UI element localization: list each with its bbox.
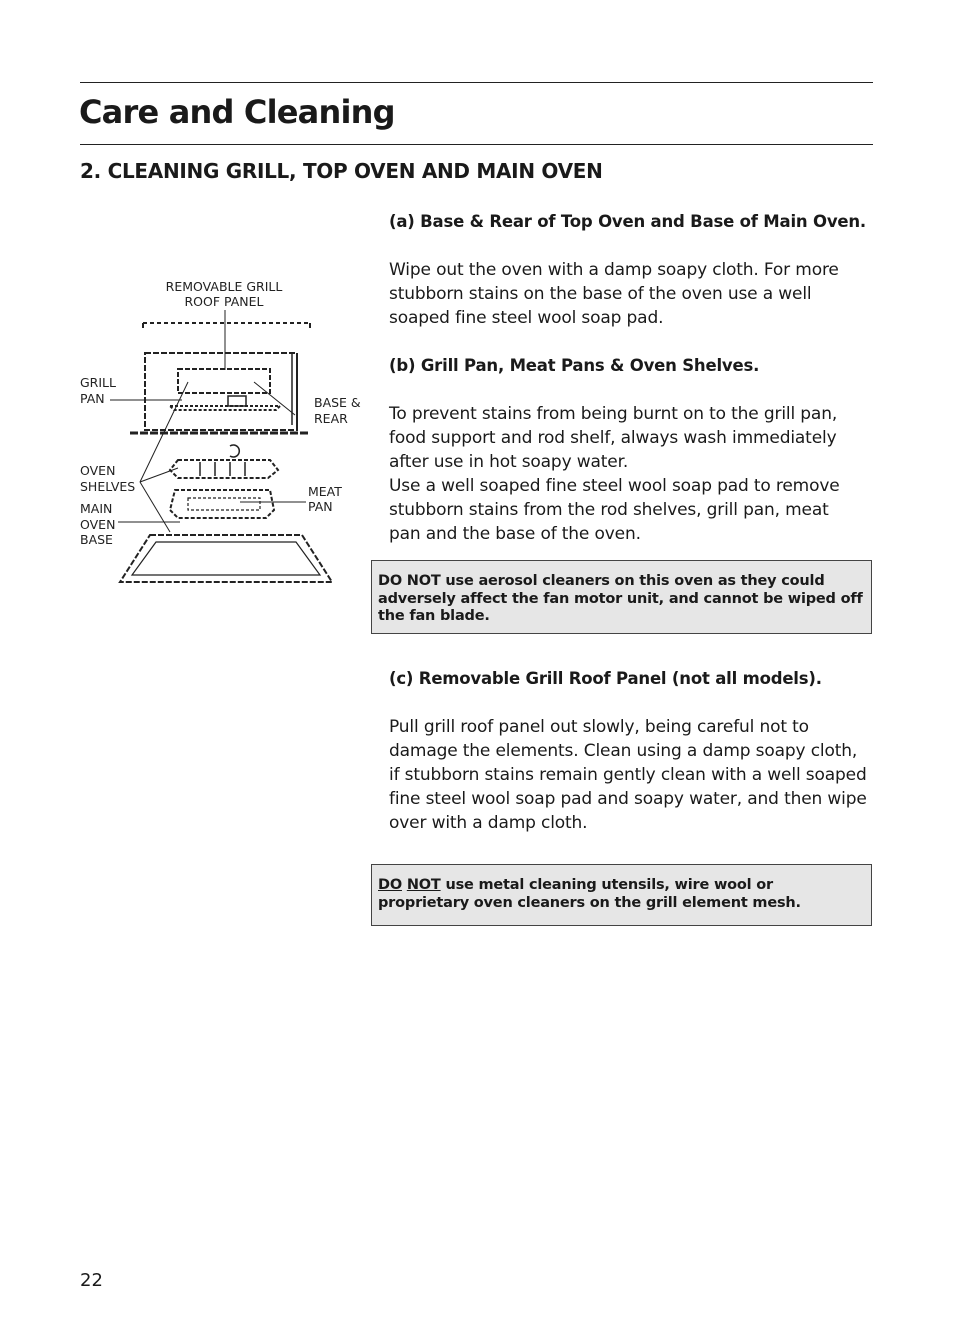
paragraph-a — [389, 258, 839, 330]
warning-line: adversely affect the fan motor unit, and cannot be wiped off — [378, 590, 863, 607]
paragraph-line: soaped fine steel wool soap pad. — [389, 308, 664, 328]
oven-diagram — [70, 270, 370, 600]
label-base-rear-1: BASE & — [314, 395, 361, 410]
paragraph-line: stubborn stains on the base of the oven use a well — [389, 284, 812, 304]
grill-element — [178, 369, 270, 393]
page-number: 22 — [80, 1270, 103, 1291]
paragraph-line: Pull grill roof panel out slowly, being careful not to — [389, 717, 809, 737]
grill-pan-shape — [170, 406, 280, 410]
label-grill-pan-1: GRILL — [80, 375, 116, 390]
label-main-oven-base-1: MAIN — [80, 501, 113, 516]
title-rule — [80, 144, 873, 145]
paragraph-line: food support and rod shelf, always wash immediately — [389, 428, 837, 448]
paragraph-line: after use in hot soapy water. — [389, 452, 629, 472]
subheading-b: (b) Grill Pan, Meat Pans & Oven Shelves. — [389, 356, 760, 375]
label-main-oven-base-2: OVEN — [80, 517, 116, 532]
label-oven-shelves-2: SHELVES — [80, 479, 136, 494]
top-oven-cavity — [145, 353, 297, 430]
label-roof-panel-1: REMOVABLE GRILL — [165, 279, 283, 294]
subheading-c: (c) Removable Grill Roof Panel (not all models). — [389, 669, 822, 688]
emphasis-do: DO — [378, 877, 402, 893]
warning-line: DO NOT use aerosol cleaners on this oven as they could — [378, 573, 825, 589]
paragraph-line: Use a well soaped fine steel wool soap pad to remove — [389, 476, 840, 496]
label-main-oven-base-3: BASE — [80, 532, 113, 547]
paragraph-line: over with a damp cloth. — [389, 813, 588, 833]
paragraph-c — [389, 715, 867, 835]
paragraph-line: damage the elements. Clean using a damp soapy cloth, — [389, 741, 858, 761]
label-grill-pan-2: PAN — [80, 391, 105, 406]
paragraph-line: if stubborn stains remain gently clean with a well soaped — [389, 765, 867, 785]
warning-box-aerosol — [371, 560, 872, 634]
paragraph-line: Wipe out the oven with a damp soapy cloth. For more — [389, 260, 839, 280]
warning-line: proprietary oven cleaners on the grill element mesh. — [378, 894, 801, 911]
label-meat-pan-2: PAN — [308, 499, 333, 514]
label-meat-pan-1: MEAT — [308, 484, 342, 499]
paragraph-b — [389, 402, 840, 546]
meat-pan-shape — [170, 490, 274, 518]
paragraph-line: fine steel wool soap pad and soapy water, and then wipe — [389, 789, 867, 809]
label-base-rear-2: REAR — [314, 411, 348, 426]
subheading-a: (a) Base & Rear of Top Oven and Base of Main Oven. — [389, 212, 866, 231]
paragraph-line: To prevent stains from being burnt on to the grill pan, — [389, 404, 838, 424]
label-oven-shelves-1: OVEN — [80, 463, 116, 478]
warning-box-utensils — [371, 864, 872, 926]
warning-text: use metal cleaning utensils, wire wool or — [440, 877, 774, 893]
paragraph-line: stubborn stains from the rod shelves, grill pan, meat — [389, 500, 829, 520]
label-roof-panel-2: ROOF PANEL — [184, 294, 264, 309]
top-rule — [80, 82, 873, 83]
paragraph-line: pan and the base of the oven. — [389, 524, 641, 544]
section-heading: 2. CLEANING GRILL, TOP OVEN AND MAIN OVEN — [80, 159, 603, 183]
warning-line: the fan blade. — [378, 608, 490, 624]
page-title: Care and Cleaning — [79, 93, 395, 131]
emphasis-not: NOT — [406, 877, 441, 893]
oven-shelf-upper — [170, 460, 278, 478]
warning-line — [378, 877, 865, 895]
